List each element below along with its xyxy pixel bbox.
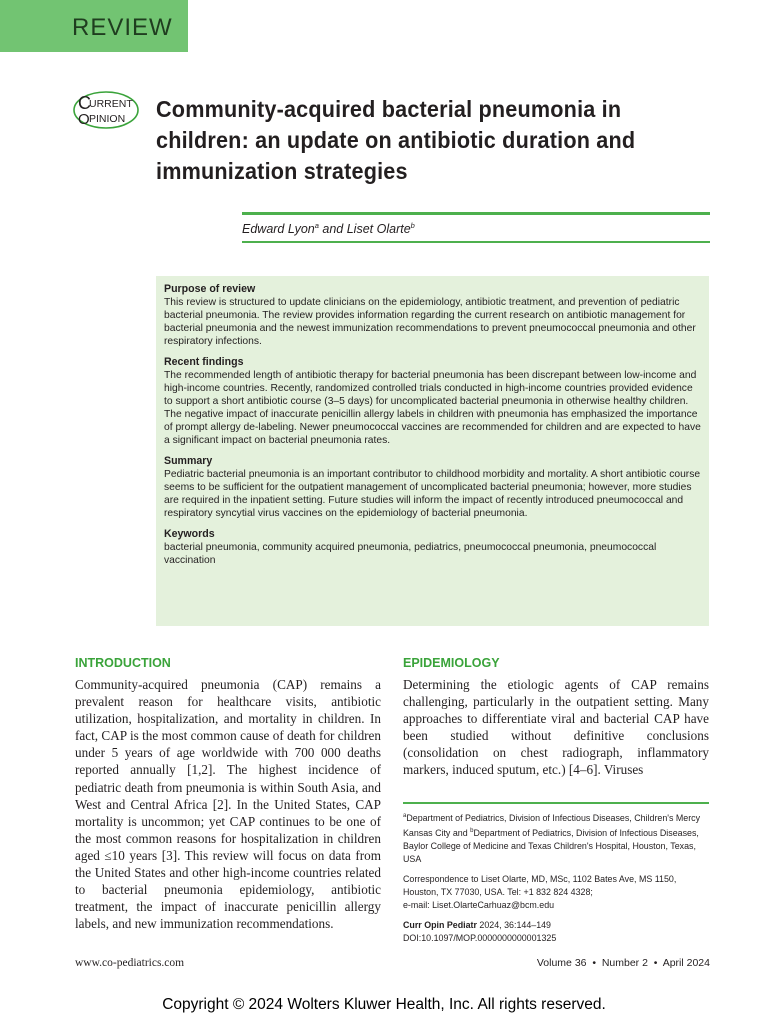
abstract-text-summary: Pediatric bacterial pneumonia is an important contributor to childhood morbidity and mortality. A short antibiotic course seems to be sufficient for the outpatient management of uncomplicated bacterial pneumonia; however, more studies are required in the inpatient setting. Future studies will inform the impact of recently introduced pneumococcal and respiratory syncytial virus vaccines on the epidemiology of bacterial pneumonia.	[164, 469, 701, 519]
logo-letter-c: C	[78, 93, 91, 113]
correspondence: Correspondence to Liset Olarte, MD, MSc, 1102 Bates Ave, MS 1150, Houston, TX 77030, USA. Tel: +1 832 824 4328; e-mail: Liset.OlarteCarhuaz@bcm.edu	[403, 873, 677, 910]
current-opinion-logo	[72, 90, 142, 130]
abstract-heading-findings: Recent findings	[164, 356, 244, 368]
author-rule-bottom	[242, 241, 710, 243]
epidemiology-section	[403, 656, 709, 779]
introduction-body: Community-acquired pneumonia (CAP) remains a prevalent reason for healthcare visits, antibiotic utilization, hospitalization, and mortality in children. In fact, CAP is the most common cause of death for children under 5 years of age worldwide with 700 000 deaths reported annually [1,2]. The highest incidence of pediatric death from pneumonia is within South Asia, and West and Central Africa [2]. In the United States, CAP mortality is uncommon; yet CAP continues to be one of the most common reasons for hospitalization in children aged ≤10 years [3]. This review will focus on data from the United States and other high-income countries related to bacterial pneumonia epidemiology, antibiotic treatment, the impact of inaccurate penicillin allergy labels, and new immunization recommendations.	[75, 677, 381, 932]
epidemiology-body: Determining the etiologic agents of CAP remains challenging, particularly in the outpatient setting. Many approaches to differentiate viral and bacterial CAP have been studied without definitive conclusions (consolidation on chest radiograph, inflammatory markers, induced sputum, etc.) [4–6]. Viruses	[403, 677, 709, 778]
logo-line1: URRENT	[89, 98, 133, 110]
issue-info: Volume 36 • Number 2 • April 2024	[536, 957, 710, 969]
abstract-text-purpose: This review is structured to update clinicians on the epidemiology, antibiotic treatment, and prevention of pediatric bacterial pneumonia. The review provides information regarding the current research on antibiotic management for bacterial pneumonia and the newest immunization recommendations to prevent pneumococcal pneumonia and other respiratory infections.	[164, 297, 696, 347]
section-heading-epidemiology: EPIDEMIOLOGY	[403, 656, 500, 670]
journal-citation: Curr Opin Pediatr 2024, 36:144–149 DOI:10.1097/MOP.0000000000001325	[403, 919, 557, 943]
author-rule-top	[242, 212, 710, 215]
section-tab: REVIEW	[0, 0, 188, 52]
authors-line	[242, 221, 415, 236]
section-heading-introduction: INTRODUCTION	[75, 656, 171, 670]
introduction-section	[75, 656, 381, 932]
doi-link[interactable]: DOI:10.1097/MOP.0000000000001325	[403, 932, 557, 943]
abstract-heading-summary: Summary	[164, 455, 213, 467]
email-link[interactable]: e-mail: Liset.OlarteCarhuaz@bcm.edu	[403, 899, 555, 910]
footnotes	[403, 810, 709, 952]
copyright-notice: Copyright © 2024 Wolters Kluwer Health, Inc. All rights reserved.	[162, 996, 606, 1013]
abstract-text-keywords: bacterial pneumonia, community acquired pneumonia, pediatrics, pneumococcal pneumonia, pneumococcal vaccination	[164, 542, 657, 566]
abstract-box	[156, 276, 709, 626]
logo-line2: PINION	[89, 113, 126, 125]
author-affiliation-mark: a	[314, 221, 319, 230]
abstract-heading-purpose: Purpose of review	[164, 283, 256, 295]
author-name: Liset Olarte	[346, 222, 411, 237]
logo-letter-o: O	[78, 111, 90, 128]
footnote-rule	[403, 802, 709, 804]
abstract-heading-keywords: Keywords	[164, 528, 215, 540]
affiliations: $^a$Department of Pediatrics, Division of Infectious Diseases, Children's Mercy Kansas City and $^b$Department of Pediatrics, Division of Infectious Diseases, Baylor College of Medicine and Texas Children's Hospital, Houston, Texas, USA	[403, 812, 701, 864]
author-affiliation-mark: b	[410, 221, 415, 230]
abstract-text-findings: The recommended length of antibiotic therapy for bacterial pneumonia has been discrepant between low-income and high-income countries. Recently, randomized controlled trials conducted in high-income countries provided evidence to support a short antibiotic course (3–5 days) for uncomplicated bacterial pneumonia in otherwise healthy children. The negative impact of inaccurate penicillin allergy labels in children with pneumonia has emphasized the importance of prompt allergy de-labeling. Newer pneumococcal vaccines are recommended for children and are expected to have a significant impact on bacterial pneumonia rates.	[164, 370, 701, 446]
journal-website-link[interactable]: www.co-pediatrics.com	[75, 957, 185, 969]
author-name: Edward Lyon	[242, 222, 315, 237]
article-title: Community-acquired bacterial pneumonia in children: an update on antibiotic duration and immunization strategies	[156, 96, 636, 184]
author-joiner: and	[318, 222, 347, 237]
